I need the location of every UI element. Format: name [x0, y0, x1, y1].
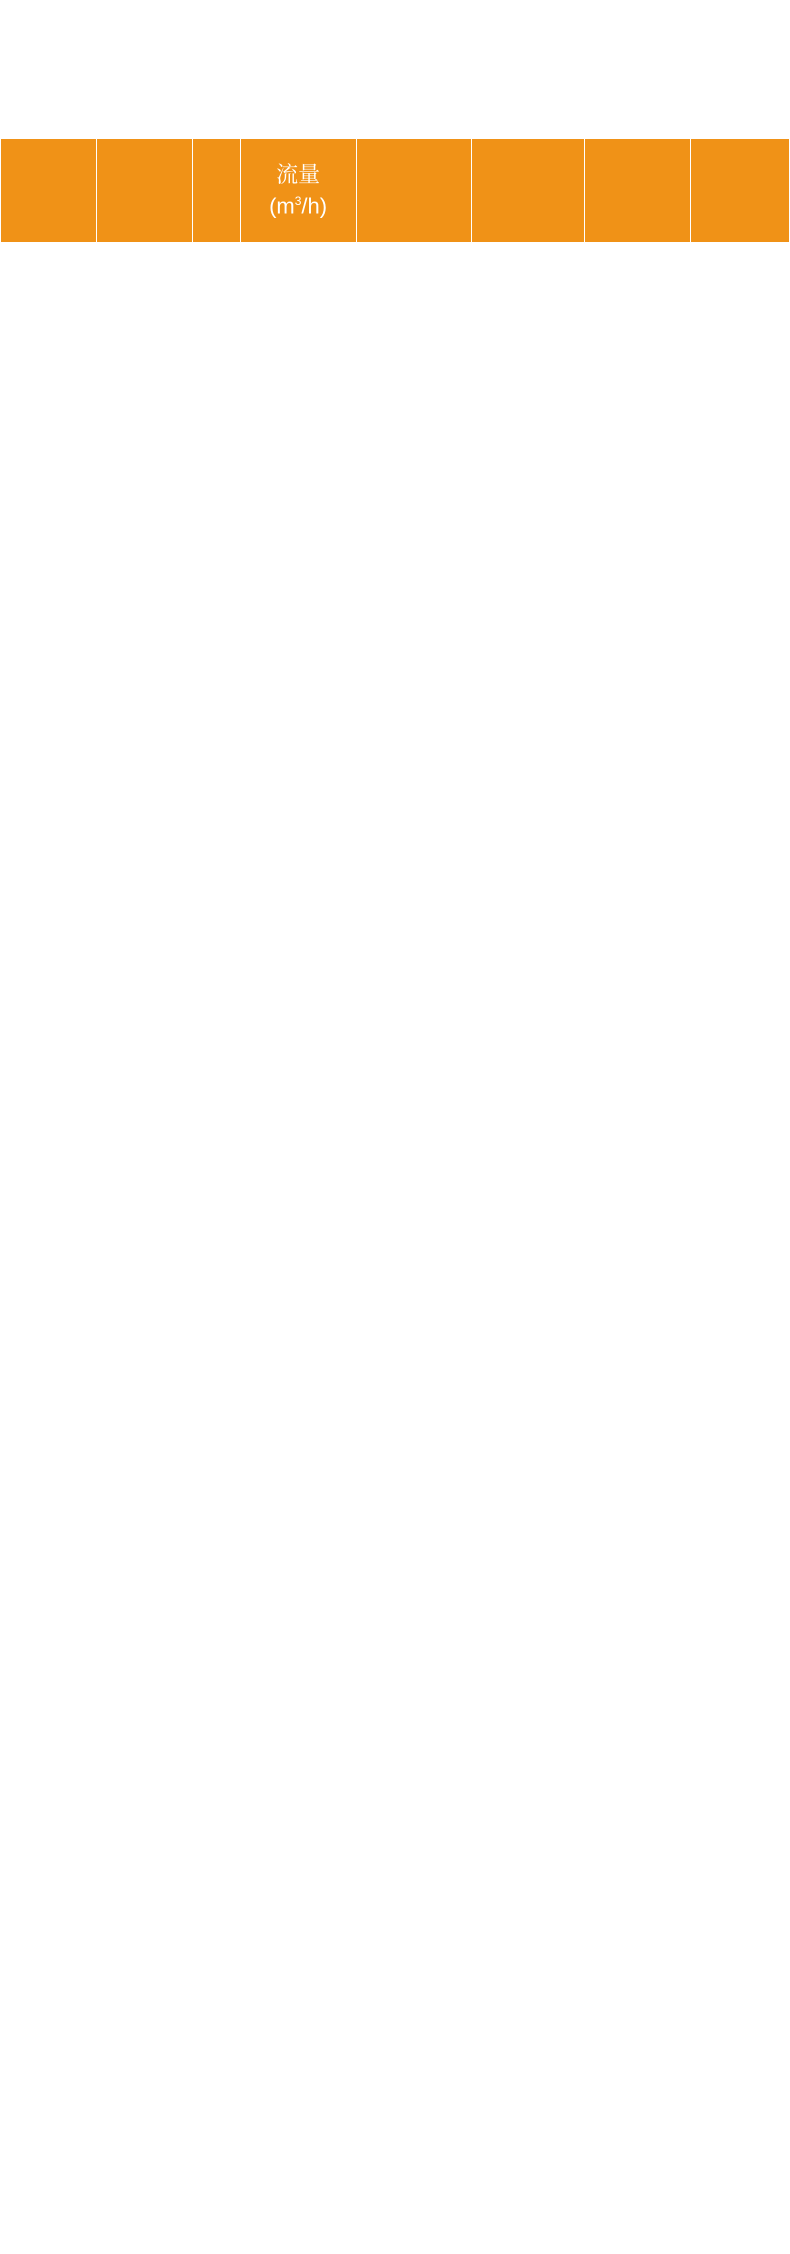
header-speed	[96, 139, 192, 243]
header-pressure	[356, 139, 472, 243]
header-shaft-power	[585, 139, 691, 243]
header-efficiency	[472, 139, 585, 243]
fan-performance-table	[0, 138, 790, 243]
header-point	[192, 139, 240, 243]
header-flow: 流量 $(m^3/h)$	[240, 139, 356, 243]
header-power	[691, 139, 790, 243]
header-row	[1, 139, 790, 243]
header-model	[1, 139, 97, 243]
